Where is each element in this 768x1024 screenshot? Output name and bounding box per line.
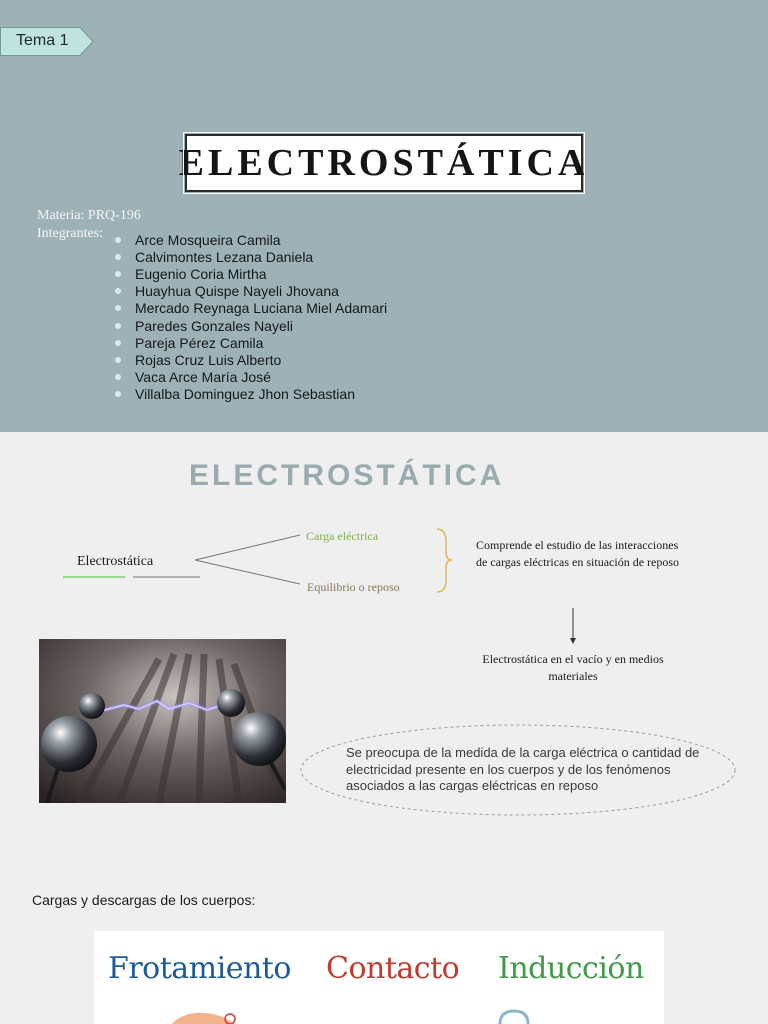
charging-methods-panel	[94, 931, 664, 1024]
list-item	[115, 334, 387, 351]
ellipse-description: Se preocupa de la medida de la carga eléctrica o cantidad de electricidad presente en los cuerpos y de los fenómenos asociados a las cargas eléctricas en reposo	[346, 745, 700, 793]
connector-line	[195, 535, 300, 560]
member-name: Vaca Arce María José	[135, 369, 271, 386]
member-name: Arce Mosqueira Camila	[135, 231, 281, 248]
member-name: Mercado Reynaga Luciana Miel Adamari	[135, 300, 388, 317]
method-induccion: Inducción	[498, 951, 644, 986]
brace-icon	[437, 529, 452, 592]
methods-illustration	[94, 931, 664, 1024]
member-name: Paredes Gonzales Nayeli	[135, 317, 293, 334]
map-result: Electrostática en el vacío y en medios materiales	[482, 652, 664, 683]
electrostatic-spheres-photo	[39, 639, 286, 803]
bullet-icon	[115, 374, 121, 380]
member-name: Villalba Dominguez Jhon Sebastian	[135, 386, 355, 403]
cargas-heading: Cargas y descargas de los cuerpos:	[32, 892, 256, 908]
method-contacto: Contacto	[326, 951, 460, 986]
member-name: Rojas Cruz Luis Alberto	[135, 351, 282, 368]
list-item	[115, 248, 387, 265]
subject-line: Materia: PRQ-196	[37, 208, 141, 223]
bullet-icon	[115, 323, 121, 329]
map-branch-carga: Carga eléctrica	[306, 529, 379, 543]
section-heading: ELECTROSTÁTICA	[189, 459, 505, 492]
list-item	[115, 369, 387, 386]
map-root-node: Electrostática	[77, 554, 154, 569]
members-list	[115, 231, 387, 403]
method-frotamiento: Frotamiento	[108, 951, 291, 986]
connector-line	[195, 560, 300, 584]
page-title: ELECTROSTÁTICA	[178, 142, 590, 184]
bullet-icon	[115, 305, 121, 311]
bullet-icon	[115, 237, 121, 243]
bullet-icon	[115, 288, 121, 294]
list-item	[115, 283, 387, 300]
list-item	[115, 231, 387, 248]
content-slide	[0, 432, 768, 1024]
topic-tag-label: Tema 1	[16, 32, 69, 49]
map-description: Comprende el estudio de las interacciones de cargas eléctricas en situación de reposo	[476, 538, 680, 569]
member-name: Huayhua Quispe Nayeli Jhovana	[135, 283, 339, 300]
member-name: Pareja Pérez Camila	[135, 334, 264, 351]
list-item	[115, 386, 387, 403]
member-name: Calvimontes Lezana Daniela	[135, 248, 314, 265]
title-box	[178, 134, 590, 192]
members-label: Integrantes:	[37, 226, 104, 241]
bullet-icon	[115, 271, 121, 277]
list-item	[115, 317, 387, 334]
bullet-icon	[115, 340, 121, 346]
bullet-icon	[115, 391, 121, 397]
arrowhead-icon	[570, 638, 576, 644]
bullet-icon	[115, 357, 121, 363]
topic-tag	[0, 27, 94, 56]
bullet-icon	[115, 254, 121, 260]
induction-icon	[500, 1011, 528, 1024]
member-name: Eugenio Coria Mirtha	[135, 265, 267, 282]
list-item	[115, 351, 387, 368]
title-slide	[0, 0, 768, 432]
list-item	[115, 265, 387, 282]
map-branch-equilibrio: Equilibrio o reposo	[307, 580, 400, 594]
list-item	[115, 300, 387, 317]
